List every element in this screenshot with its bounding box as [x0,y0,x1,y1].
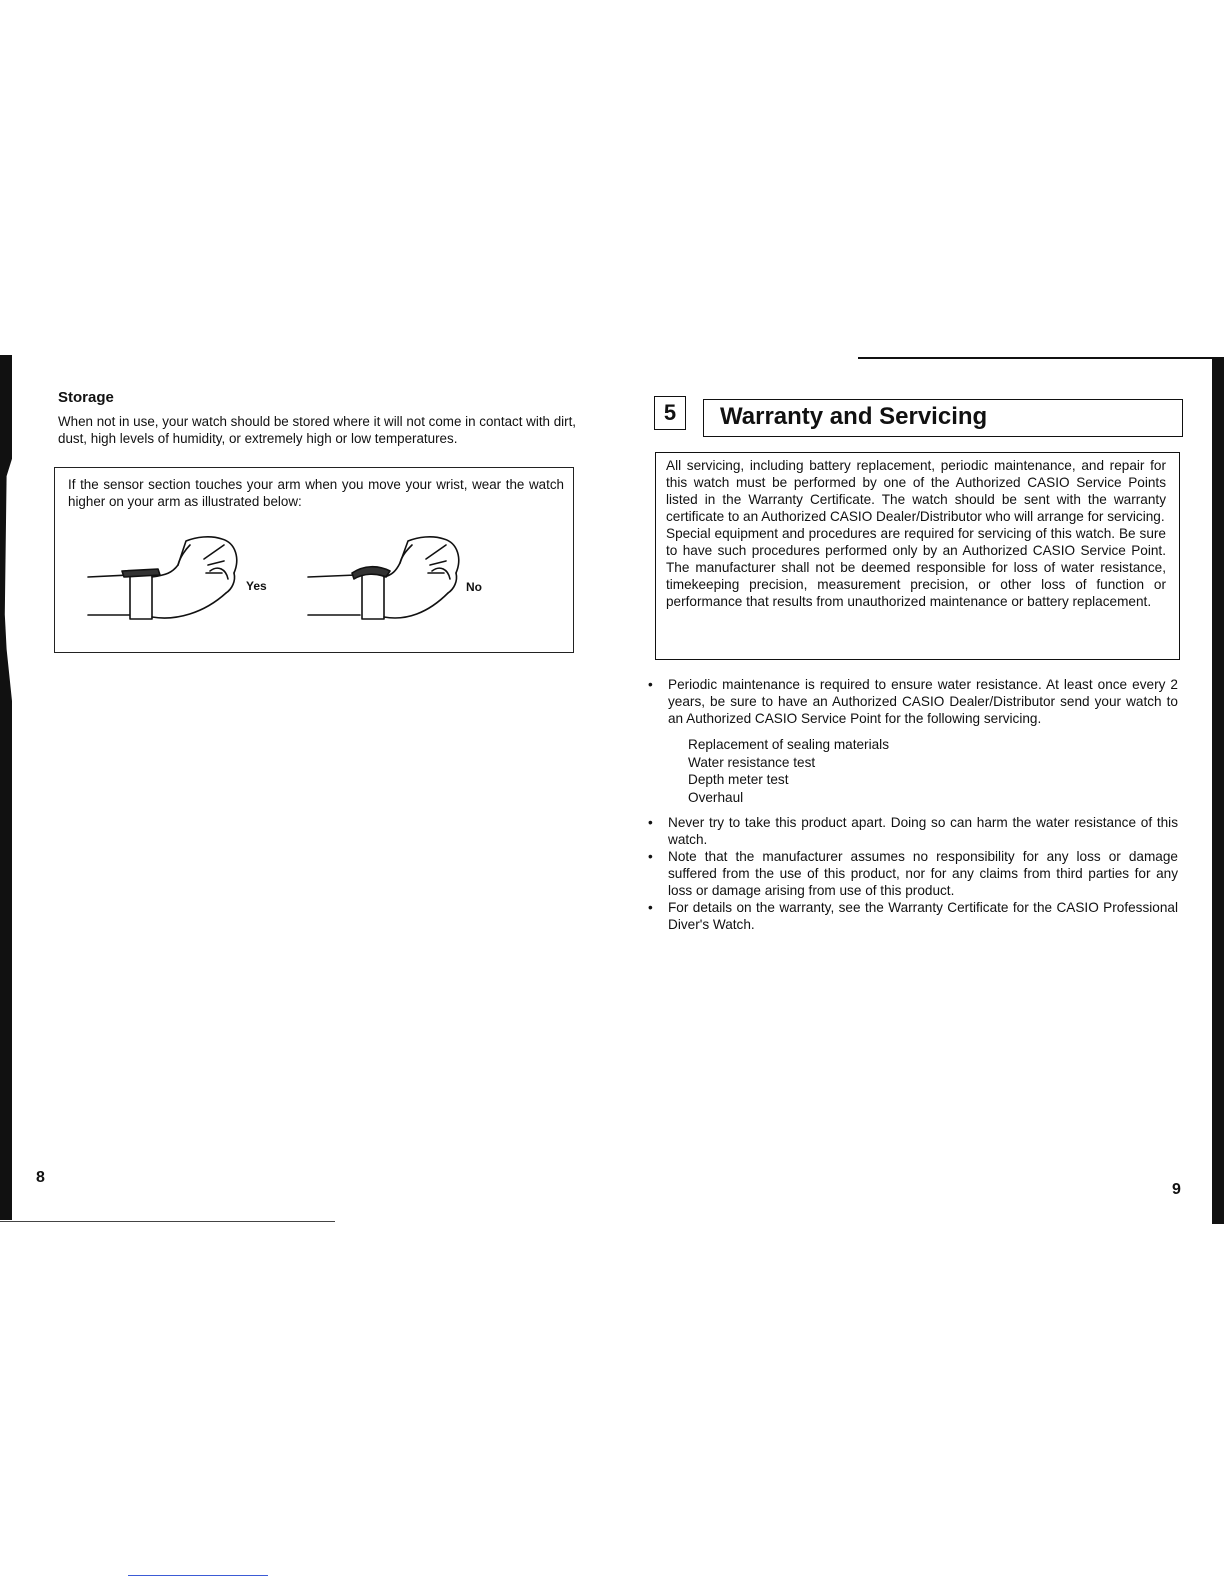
bottom-rule [0,1221,335,1222]
bullet-text-3: Note that the manufacturer assumes no responsibility for any loss or damage suffered from the use of this product, nor for any claims from third parties for any loss or damage arising from use of this product. [668,849,1178,898]
top-rule [858,357,1224,359]
page-number-right: 9 [1172,1181,1181,1198]
scan-edge-right [1212,358,1224,1224]
bullet-icon: • [648,815,653,830]
servicing-bullet-list [648,676,1178,933]
page-number-left: 8 [36,1169,45,1186]
figure-label-no: No [466,580,482,594]
warranty-paragraph-1: All servicing, including battery replacement, periodic maintenance, and repair for this watch must be performed by one of the Authorized CASIO Service Points listed in the Warranty Certificate. The watch should be sent with the warranty certificate to an Authorized CASIO Dealer/Distributor who will arrange for servicing. [666,458,1166,524]
servicing-item: Replacement of sealing materials [688,737,889,752]
figure-label-yes: Yes [246,579,267,593]
bullet-icon: • [648,900,653,915]
wrist-illustration-no [306,535,466,625]
sensor-note-text: If the sensor section touches your arm when you move your wrist, wear the watch higher on your arm as illustrated below: [68,477,564,509]
storage-heading: Storage [58,389,114,406]
servicing-item: Water resistance test [688,754,816,770]
bullet-text-2: Never try to take this product apart. Doing so can harm the water resistance of this watch. [668,815,1178,847]
list-item [648,848,1178,899]
servicing-item: Overhaul [688,789,744,805]
bottom-line [128,1575,268,1576]
section-number: 5 [654,396,686,430]
bullet-icon: • [648,849,653,864]
list-item [648,814,1178,848]
storage-paragraph: When not in use, your watch should be stored where it will not come in contact with dirt, dust, high levels of humidity, or extremely high or low temperatures. [58,414,577,446]
servicing-item: Depth meter test [688,772,789,787]
bullet-text-4: For details on the warranty, see the Warranty Certificate for the CASIO Professional Diver's Watch. [668,900,1178,932]
bullet-icon: • [648,677,653,692]
bullet-text-1: Periodic maintenance is required to ensure water resistance. At least once every 2 years, be sure to have an Authorized CASIO Dealer/Distributor send your watch to an Authorized CASIO Service Point for the following servicing. [668,677,1178,726]
warranty-notice-text [666,457,1166,610]
list-item [648,899,1178,933]
servicing-items [688,736,1178,806]
list-item [648,676,1178,727]
warranty-paragraph-2: Special equipment and procedures are required for servicing of this watch. Be sure to have such procedures performed only by an Authorized CASIO Service Point. The manufacturer shall not be deemed responsible for loss of water resistance, timekeeping precision, measurement precision, or other loss of function or performance that results from unauthorized maintenance or battery replacement. [666,526,1166,609]
scan-edge-left [0,355,12,1220]
section-title: Warranty and Servicing [703,399,1183,437]
wrist-illustration-yes [86,535,246,625]
